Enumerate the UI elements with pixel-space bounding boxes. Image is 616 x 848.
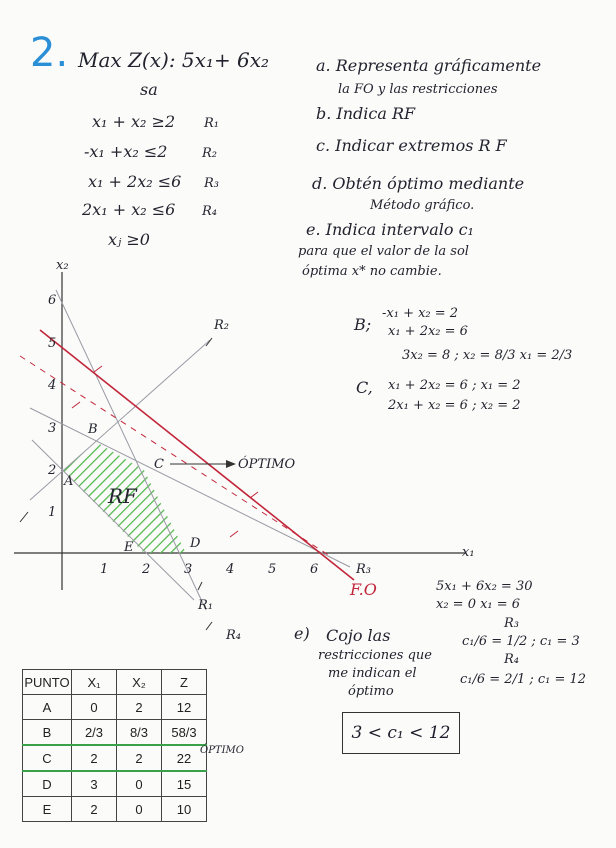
cell: 15 — [162, 771, 207, 797]
y-tick-6: 6 — [48, 293, 57, 308]
table-optimo-note: ÓPTIMO — [200, 745, 244, 756]
cell: B — [23, 720, 72, 746]
ratio1: c₁/6 = 1/2 ; c₁ = 3 — [462, 634, 580, 649]
subject-to: sa — [140, 80, 158, 99]
part-e-text3: me indican el — [328, 666, 417, 681]
constraint-2-tag: R₂ — [202, 146, 217, 161]
x-tick-5: 5 — [268, 562, 277, 577]
constraint-1-tag: R₁ — [204, 116, 219, 131]
calc-b-eq2: x₁ + 2x₂ = 6 — [388, 324, 468, 339]
point-a-label: A — [64, 474, 74, 489]
cell: 0 — [117, 771, 162, 797]
ratio2-tag: R₄ — [504, 652, 519, 667]
constraint-1: x₁ + x₂ ≥2 — [92, 112, 176, 131]
point-c-label: C — [154, 457, 164, 472]
calc-b-eq1: -x₁ + x₂ = 2 — [382, 306, 459, 321]
table-row-optimum — [23, 745, 207, 771]
table-header — [23, 670, 207, 695]
x-tick-1: 1 — [100, 562, 109, 577]
constraint-4-tag: R₄ — [202, 204, 217, 219]
x-tick-4: 4 — [226, 562, 235, 577]
task-a-line2: la FO y las restricciones — [338, 82, 498, 97]
x-tick-3: 3 — [184, 562, 193, 577]
table-row — [23, 797, 207, 822]
constraint-4: 2x₁ + x₂ ≤6 — [82, 200, 176, 219]
y-tick-1: 1 — [48, 505, 57, 520]
fo-calc-eq2: x₂ = 0 x₁ = 6 — [436, 597, 521, 612]
part-e-text4: óptimo — [348, 684, 394, 699]
x-tick-2: 2 — [142, 562, 151, 577]
point-e-label: E — [124, 540, 134, 555]
cell: 12 — [162, 695, 207, 720]
problem-number: 2. — [30, 30, 69, 76]
table-row — [23, 771, 207, 797]
rf-label: RF — [108, 484, 137, 508]
task-a-line1: a. Representa gráficamente — [316, 56, 542, 75]
y-tick-3: 3 — [48, 421, 57, 436]
y-tick-5: 5 — [48, 336, 57, 351]
cell: 0 — [72, 695, 117, 720]
r1-label: R₁ — [198, 598, 213, 613]
cell: 2 — [117, 745, 162, 771]
calc-b-label: B; — [354, 315, 372, 334]
y-axis-label: x₂ — [56, 258, 69, 273]
task-d-line1: d. Obtén óptimo mediante — [312, 174, 525, 193]
fo-calc-eq1: 5x₁ + 6x₂ = 30 — [436, 579, 533, 594]
y-tick-2: 2 — [48, 463, 57, 478]
level-line-dashed — [20, 356, 330, 556]
task-e-line1: e. Indica intervalo c₁ — [306, 220, 474, 239]
fo-label: F.O — [350, 580, 377, 599]
cell: 22 — [162, 745, 207, 771]
cell: E — [23, 797, 72, 822]
r2-label: R₂ — [214, 318, 229, 333]
cell: 2 — [117, 695, 162, 720]
ratio1-tag: R₃ — [504, 616, 519, 631]
calc-c-eq1: x₁ + 2x₂ = 6 ; x₁ = 2 — [388, 378, 521, 393]
cell: A — [23, 695, 72, 720]
cell: 0 — [117, 797, 162, 822]
header-punto: PUNTO — [23, 670, 72, 695]
constraint-3-tag: R₃ — [204, 176, 219, 191]
constraint-3: x₁ + 2x₂ ≤6 — [88, 172, 182, 191]
r3-label: R₃ — [356, 562, 371, 577]
optimo-label: ÓPTIMO — [238, 457, 296, 472]
objective-function: Max Z(x): 5x₁+ 6x₂ — [78, 48, 270, 72]
cell: 58/3 — [162, 720, 207, 746]
part-e-text1: Cojo las — [326, 626, 391, 645]
cell: 2/3 — [72, 720, 117, 746]
task-d-line2: Método gráfico. — [370, 198, 475, 213]
task-e-line3: óptima x* no cambie. — [302, 264, 442, 279]
calc-c-eq2: 2x₁ + x₂ = 6 ; x₂ = 2 — [388, 398, 521, 413]
cell: 2 — [72, 797, 117, 822]
cell: 2 — [72, 745, 117, 771]
x-axis-label: x₁ — [462, 545, 475, 560]
constraint-2: -x₁ +x₂ ≤2 — [84, 142, 168, 161]
calc-b-result: 3x₂ = 8 ; x₂ = 8/3 x₁ = 2/3 — [402, 348, 573, 363]
point-d-label: D — [190, 536, 201, 551]
part-e-text2: restricciones que — [318, 648, 432, 663]
task-b: b. Indica RF — [316, 104, 416, 123]
points-table — [22, 669, 207, 822]
ratio2: c₁/6 = 2/1 ; c₁ = 12 — [460, 672, 587, 687]
part-e-label: e) — [294, 624, 310, 643]
answer-box: 3 < c₁ < 12 — [342, 712, 460, 754]
header-z: Z — [162, 670, 207, 695]
cell: 3 — [72, 771, 117, 797]
task-c: c. Indicar extremos R F — [316, 136, 507, 155]
point-b-label: B — [88, 422, 98, 437]
constraint-5: xⱼ ≥0 — [108, 230, 150, 249]
cell: C — [23, 745, 72, 771]
cell: D — [23, 771, 72, 797]
cell: 8/3 — [117, 720, 162, 746]
table-row — [23, 695, 207, 720]
cell: 10 — [162, 797, 207, 822]
header-x2: X₂ — [117, 670, 162, 695]
table-row — [23, 720, 207, 746]
calc-c-label: C, — [356, 378, 373, 397]
header-x1: X₁ — [72, 670, 117, 695]
task-e-line2: para que el valor de la sol — [298, 244, 469, 259]
x-tick-6: 6 — [310, 562, 319, 577]
r4-label: R₄ — [226, 628, 241, 643]
y-tick-4: 4 — [48, 378, 57, 393]
